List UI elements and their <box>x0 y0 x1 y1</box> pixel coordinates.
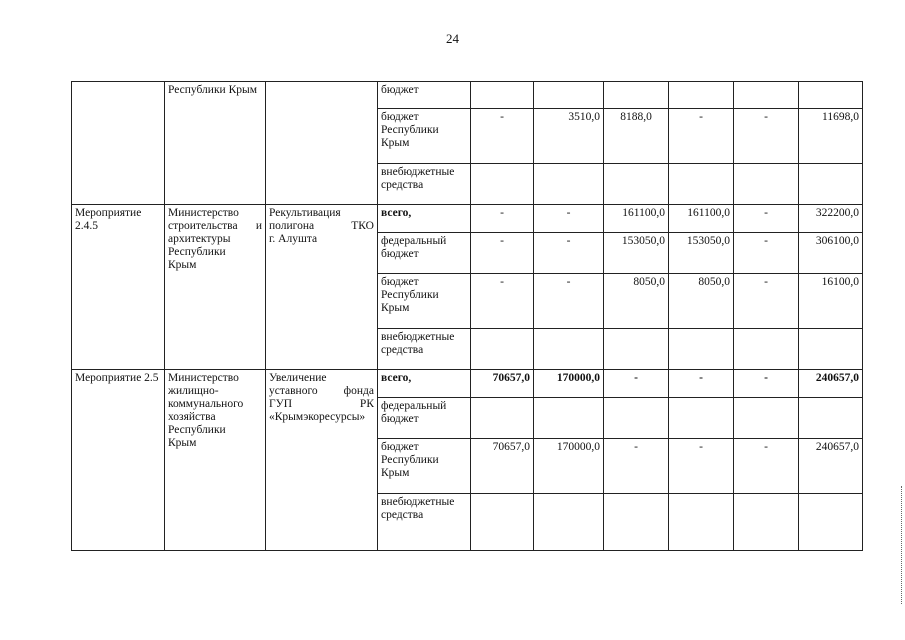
description-line: «Крымэкоресурсы» <box>269 411 366 423</box>
value-cell <box>471 82 534 109</box>
funding-source-cell: бюджет Республики Крым <box>378 439 471 494</box>
value-cell: 70657,0 <box>471 439 534 494</box>
value-cell <box>734 494 799 551</box>
executor-line: коммунального <box>168 398 244 410</box>
value-cell: 306100,0 <box>799 233 863 274</box>
value-cell: 240657,0 <box>799 370 863 398</box>
value-cell <box>604 329 669 370</box>
value-cell <box>471 329 534 370</box>
value-cell <box>734 164 799 205</box>
value-cell <box>799 494 863 551</box>
value-cell: - <box>534 274 604 329</box>
description-line: Увеличение <box>269 372 327 384</box>
funding-source-cell: внебюджетные средства <box>378 494 471 551</box>
value-cell: - <box>669 439 734 494</box>
description-line: полигона ТКО <box>269 220 374 232</box>
funding-source-cell: бюджет Республики Крым <box>378 274 471 329</box>
value-cell <box>669 398 734 439</box>
value-cell <box>799 398 863 439</box>
value-cell: 8050,0 <box>604 274 669 329</box>
event-cell: Мероприятие 2.4.5 <box>72 205 165 370</box>
executor-line: архитектуры <box>168 233 231 245</box>
funding-source-cell: бюджет <box>378 82 471 109</box>
value-cell: - <box>534 233 604 274</box>
value-cell: 170000,0 <box>534 439 604 494</box>
value-cell <box>534 82 604 109</box>
executor-line: Крым <box>168 437 197 449</box>
value-cell <box>534 494 604 551</box>
scan-edge-mark <box>901 486 905 604</box>
value-cell: - <box>669 109 734 164</box>
value-cell <box>669 82 734 109</box>
executor-line: жилищно- <box>168 385 219 397</box>
executor-line: хозяйства <box>168 411 216 423</box>
value-cell <box>734 398 799 439</box>
value-cell <box>471 494 534 551</box>
budget-table <box>71 81 863 551</box>
description-cell <box>266 205 378 370</box>
value-cell: - <box>734 274 799 329</box>
value-cell <box>534 329 604 370</box>
value-cell <box>734 82 799 109</box>
value-cell <box>604 398 669 439</box>
table-row <box>72 82 863 109</box>
value-cell: 322200,0 <box>799 205 863 233</box>
executor-line: Крым <box>168 259 197 271</box>
funding-source-cell: всего, <box>378 370 471 398</box>
description-line: ГУП РК <box>269 398 374 410</box>
value-cell: 16100,0 <box>799 274 863 329</box>
value-cell: 161100,0 <box>604 205 669 233</box>
event-cell: Мероприятие 2.5 <box>72 370 165 551</box>
value-cell: - <box>734 109 799 164</box>
value-cell: 170000,0 <box>534 370 604 398</box>
executor-line: Республики <box>168 246 226 258</box>
funding-source-cell: бюджет Республики Крым <box>378 109 471 164</box>
value-cell <box>799 164 863 205</box>
executor-line: Министерство <box>168 372 239 384</box>
executor-line: строительства и <box>168 220 262 232</box>
executor-cell <box>165 370 266 551</box>
value-cell: 153050,0 <box>604 233 669 274</box>
value-cell: - <box>734 370 799 398</box>
value-cell <box>604 164 669 205</box>
value-cell <box>534 398 604 439</box>
event-cell <box>72 82 165 205</box>
description-line: Рекультивация <box>269 207 341 219</box>
executor-cell <box>165 205 266 370</box>
funding-source-cell: всего, <box>378 205 471 233</box>
value-cell <box>471 398 534 439</box>
value-cell: 161100,0 <box>669 205 734 233</box>
executor-line: Министерство <box>168 207 239 219</box>
value-cell <box>534 164 604 205</box>
funding-source-cell: внебюджетные средства <box>378 329 471 370</box>
value-cell: - <box>471 205 534 233</box>
value-cell: - <box>471 274 534 329</box>
executor-cell: Республики Крым <box>165 82 266 205</box>
value-cell: - <box>534 205 604 233</box>
value-cell <box>471 164 534 205</box>
description-cell <box>266 370 378 551</box>
value-cell: 11698,0 <box>799 109 863 164</box>
value-cell: - <box>734 233 799 274</box>
description-line: уставного фонда <box>269 385 374 397</box>
funding-source-cell: федеральный бюджет <box>378 398 471 439</box>
value-cell <box>669 329 734 370</box>
value-cell: 153050,0 <box>669 233 734 274</box>
value-cell <box>799 82 863 109</box>
value-cell <box>604 82 669 109</box>
description-line: г. Алушта <box>269 233 318 245</box>
value-cell: 8050,0 <box>669 274 734 329</box>
value-cell <box>734 329 799 370</box>
value-cell <box>669 164 734 205</box>
value-cell: - <box>604 439 669 494</box>
value-cell <box>604 494 669 551</box>
description-cell <box>266 82 378 205</box>
value-cell: 240657,0 <box>799 439 863 494</box>
funding-source-cell: федеральный бюджет <box>378 233 471 274</box>
value-cell: - <box>734 205 799 233</box>
table-row <box>72 370 863 398</box>
executor-line: Республики <box>168 424 226 436</box>
table-row <box>72 205 863 233</box>
page-number: 24 <box>446 31 459 46</box>
value-cell <box>669 494 734 551</box>
value-cell: 3510,0 <box>534 109 604 164</box>
value-cell: - <box>669 370 734 398</box>
value-cell: 8188,0 <box>604 109 669 164</box>
value-cell: - <box>604 370 669 398</box>
value-cell: - <box>471 109 534 164</box>
value-cell: - <box>471 233 534 274</box>
value-cell: - <box>734 439 799 494</box>
value-cell <box>799 329 863 370</box>
funding-source-cell: внебюджетные средства <box>378 164 471 205</box>
value-cell: 70657,0 <box>471 370 534 398</box>
